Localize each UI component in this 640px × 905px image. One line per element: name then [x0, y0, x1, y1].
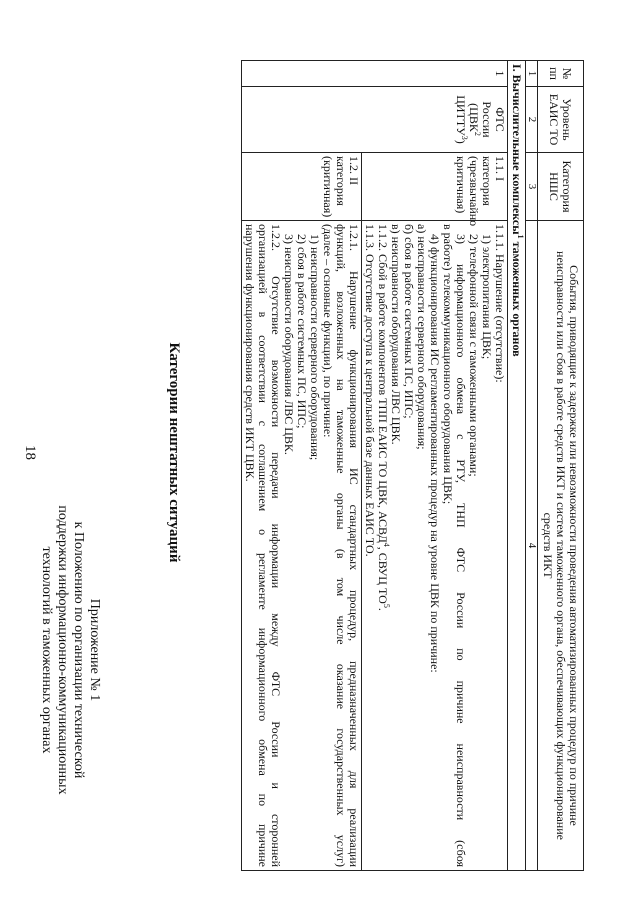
- category-cell: 1.1. I категория (чрезвычайно критичная): [362, 153, 508, 221]
- annex-line: поддержки информационно-коммуникационных: [55, 505, 70, 795]
- column-number-row: [526, 61, 538, 871]
- column-number: 2: [526, 87, 538, 153]
- event-line: б) сбоя в работе системных ПС, ИПС;: [402, 224, 416, 419]
- section-row: [508, 61, 526, 871]
- event-line: 4) функционирования ИС регламентированных процедур на уровне ЦВК по причине:: [428, 234, 442, 673]
- event-line: 1) неисправности серверного оборудования;: [308, 234, 322, 461]
- event-line: 1.2.2. Отсутствие возможности передачи информации между ФТС России и сторонней: [269, 224, 283, 867]
- event-line: функций, возложенных на таможенные органы (в том числе оказание государственных услуг): [334, 224, 348, 867]
- category-cell: 1.2. II категория (критичная): [242, 153, 362, 221]
- table-row: [242, 61, 362, 871]
- event-line: 2) сбоя в работе системных ПС, ИПС;: [295, 234, 309, 429]
- header-category: Категория НШС: [538, 153, 584, 221]
- header-level: Уровень ЕАИС ТО: [538, 87, 584, 153]
- column-number: 1: [526, 61, 538, 87]
- header-num: № пп: [538, 61, 584, 87]
- event-line: 3) неисправности оборудования ЛВС ЦВК.: [282, 234, 296, 455]
- column-number: 4: [526, 221, 538, 871]
- annex-line: к Положению по организации технической: [71, 521, 86, 779]
- footnote-mark: 1: [516, 234, 525, 239]
- event-line: в работе) телекоммуникационного оборудования ЦВК;: [441, 224, 455, 505]
- column-number: 3: [526, 153, 538, 221]
- event-line: нарушения функционирования средств ИКТ ЦВК.: [243, 224, 257, 482]
- document-title: Категории нештатных ситуаций: [166, 342, 182, 563]
- annex-heading: [38, 420, 102, 880]
- event-line: (далее – основные функции), по причине:: [321, 224, 335, 438]
- annex-line: Приложение № 1: [87, 598, 102, 702]
- events-cell: [242, 221, 362, 871]
- events-cell: [362, 221, 508, 871]
- footnote-mark: 4: [382, 542, 391, 547]
- event-line: 1.2.1. Нарушение функционирования ИС стандартных процедур, предназначенных для реализации: [347, 224, 361, 867]
- footnote-mark: 2: [473, 131, 482, 136]
- level-text: ЦИТТУ: [454, 95, 468, 136]
- header-events: События, приводящие к задержке или невозможности проведения автоматизированных процедур по причине неисправности или сбоя в работе средств ИКТ и систем таможенного органа, обеспечивающих функционирование средств ИКТ: [538, 221, 584, 871]
- level-cell: [242, 87, 508, 153]
- footnote-mark: 5: [382, 603, 391, 608]
- event-line: 1) электропитания ЦВК;: [480, 234, 494, 360]
- row-number: 1: [242, 61, 508, 87]
- event-text: , СВУЦ ТО: [376, 546, 390, 604]
- section-title: [508, 61, 526, 871]
- level-text: ): [454, 139, 468, 144]
- table-header-row: [538, 61, 584, 871]
- situations-table: [241, 60, 584, 871]
- event-line: 1.1.3. Отсутствие доступа к центральной базе данных ЕАИС ТО.: [363, 224, 377, 557]
- event-line: 3) информационного обмена с РТУ, ТНП ФТС России по причине неисправности (сбоя: [454, 234, 468, 867]
- event-line: [376, 224, 389, 867]
- table-row: [362, 61, 508, 871]
- page-number: 18: [22, 445, 38, 460]
- level-text: ФТС России (ЦВК: [467, 101, 507, 138]
- annex-line: технологий в таможенных органах: [39, 546, 54, 754]
- event-text: .: [376, 607, 390, 611]
- event-line: 1.1.1. Нарушение (отсутствие):: [493, 224, 507, 383]
- footnote-mark: 3: [460, 135, 469, 140]
- event-line: а) неисправности серверного оборудования;: [415, 224, 429, 450]
- event-line: в) неисправности оборудования ЛВС ЦВК.: [389, 224, 403, 445]
- event-text: 1.1.2. Сбой в работе компонентов ТПП ЕАИС ТО ЦВК, АСВД: [376, 224, 390, 543]
- event-line: организацией в соответствии с соглашением о регламенте информационного обмена по причине: [256, 224, 270, 867]
- event-line: 2) телефонной связи с таможенными органами;: [467, 234, 481, 477]
- section-title-text: таможенных органов: [510, 238, 524, 357]
- section-title-text: I. Вычислительные комплексы: [510, 64, 524, 235]
